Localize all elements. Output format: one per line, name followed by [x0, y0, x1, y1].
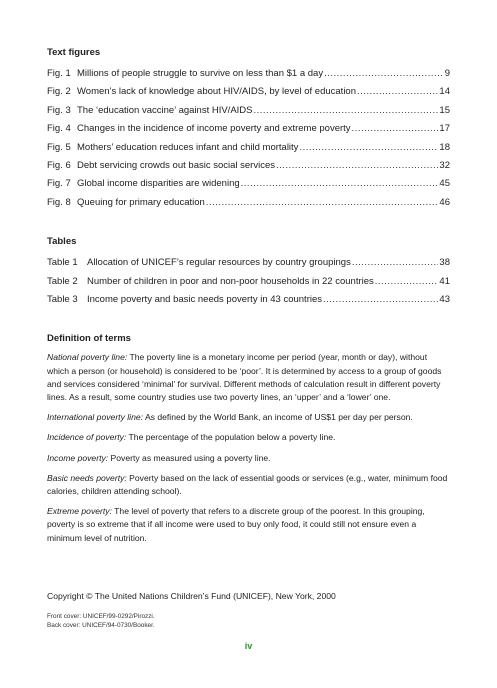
page-ref: 46 — [439, 196, 450, 208]
photo-credits — [47, 612, 155, 630]
toc-entry[interactable] — [47, 139, 450, 157]
dot-leader — [254, 102, 439, 120]
figure-label: Fig. 4 — [47, 123, 71, 135]
definition-text: The level of poverty that refers to a discrete group of the poorest. In this grouping, poverty is so extreme that if all income were used to buy only food, it could still not ensure even a minimum level of nutrition. — [47, 506, 425, 543]
text-figures-section — [47, 47, 450, 212]
definition-term: Basic needs poverty: — [47, 472, 127, 483]
entry-title: Income poverty and basic needs poverty in 43 countries — [87, 293, 322, 305]
figure-label: Fig. 5 — [47, 141, 71, 153]
toc-entry[interactable] — [47, 83, 450, 101]
definition-text: Poverty as measured using a poverty line. — [108, 452, 271, 463]
entry-title: The ‘education vaccine’ against HIV/AIDS — [77, 104, 253, 116]
dot-leader — [206, 194, 439, 212]
dot-leader — [241, 175, 439, 193]
page-ref: 9 — [444, 68, 450, 79]
definition-paragraph — [47, 505, 450, 545]
definition-text: The percentage of the population below a poverty line. — [126, 432, 336, 443]
page-ref: 17 — [439, 123, 450, 135]
dot-leader — [324, 65, 444, 83]
definition-paragraph — [47, 411, 450, 424]
definition-paragraph — [47, 351, 450, 404]
definitions-section — [47, 333, 450, 544]
page-ref: 43 — [439, 293, 450, 305]
dot-leader — [357, 83, 438, 101]
table-label: Table 3 — [47, 293, 78, 305]
figure-label: Fig. 3 — [47, 104, 71, 116]
text-figures-heading: Text figures — [47, 47, 101, 58]
toc-entry[interactable] — [47, 254, 450, 272]
toc-entry[interactable] — [47, 65, 450, 83]
toc-entry[interactable] — [47, 291, 450, 309]
figure-label: Fig. 1 — [47, 68, 71, 79]
toc-entry[interactable] — [47, 120, 450, 138]
dot-leader — [323, 291, 438, 309]
page-ref: 41 — [439, 275, 450, 287]
dot-leader — [352, 120, 439, 138]
tables-section — [47, 236, 450, 309]
figure-label: Fig. 8 — [47, 196, 71, 208]
page-ref: 38 — [439, 257, 450, 269]
entry-title: Mothers’ education reduces infant and child mortality — [77, 141, 299, 153]
toc-entry[interactable] — [47, 273, 450, 291]
figure-label: Fig. 2 — [47, 86, 71, 98]
definition-paragraph — [47, 472, 450, 498]
front-cover-credit: Front cover: UNICEF/99-0292/Pirozzi. — [47, 613, 155, 620]
dot-leader — [352, 254, 439, 272]
definition-paragraph — [47, 431, 450, 444]
definition-term: Incidence of poverty: — [47, 432, 127, 443]
definition-text: The poverty line is a monetary income per period (year, month or day), without which a person (or household) is considered to be ‘poor’. It is determined by access to a group of goods and services considered ‘minimal’ for survival. Different methods of calculation result in different poverty lines. As a result, some country studies use two poverty lines, an ‘upper’ and a ‘lower’ one. — [47, 352, 442, 402]
entry-title: Number of children in poor and non-poor households in 22 countries — [87, 275, 374, 287]
back-cover-credit: Back cover: UNICEF/94-0730/Booker. — [47, 622, 155, 629]
table-label: Table 1 — [47, 257, 78, 269]
definition-term: National poverty line: — [47, 352, 128, 363]
dot-leader — [299, 139, 438, 157]
copyright-notice: Copyright © The United Nations Children’s Fund (UNICEF), New York, 2000 — [47, 591, 336, 601]
entry-title: Debt servicing crowds out basic social services — [77, 159, 275, 171]
page-ref: 18 — [439, 141, 450, 153]
page-ref: 14 — [439, 86, 450, 98]
figure-label: Fig. 7 — [47, 178, 71, 190]
dot-leader — [276, 157, 438, 175]
toc-entry[interactable] — [47, 175, 450, 193]
page-ref: 45 — [439, 178, 450, 190]
toc-entry[interactable] — [47, 157, 450, 175]
entry-title: Millions of people struggle to survive on less than $1 a day — [77, 68, 324, 79]
toc-entry[interactable] — [47, 194, 450, 212]
definitions-heading: Definition of terms — [47, 333, 131, 345]
page-ref: 32 — [439, 159, 450, 171]
entry-title: Women’s lack of knowledge about HIV/AIDS, by level of education — [77, 86, 356, 98]
definition-term: Income poverty: — [47, 452, 109, 463]
entry-title: Changes in the incidence of income poverty and extreme poverty — [77, 123, 351, 135]
definition-text: As defined by the World Bank, an income of US$1 per day per person. — [143, 412, 413, 423]
definition-term: Extreme poverty: — [47, 506, 112, 517]
entry-title: Allocation of UNICEF’s regular resources by country groupings — [87, 257, 351, 269]
table-label: Table 2 — [47, 275, 78, 287]
figure-label: Fig. 6 — [47, 159, 71, 171]
dot-leader — [375, 273, 439, 291]
definition-term: International poverty line: — [47, 412, 144, 423]
page-ref: 15 — [439, 104, 450, 116]
toc-entry[interactable] — [47, 102, 450, 120]
entry-title: Queuing for primary education — [77, 196, 205, 208]
entry-title: Global income disparities are widening — [77, 178, 240, 190]
definition-text: Poverty based on the lack of essential goods or services (e.g., water, minimum food calories, children attending school). — [47, 472, 448, 496]
page-number: iv — [244, 641, 253, 651]
tables-heading: Tables — [47, 236, 77, 248]
definition-paragraph — [47, 452, 450, 465]
